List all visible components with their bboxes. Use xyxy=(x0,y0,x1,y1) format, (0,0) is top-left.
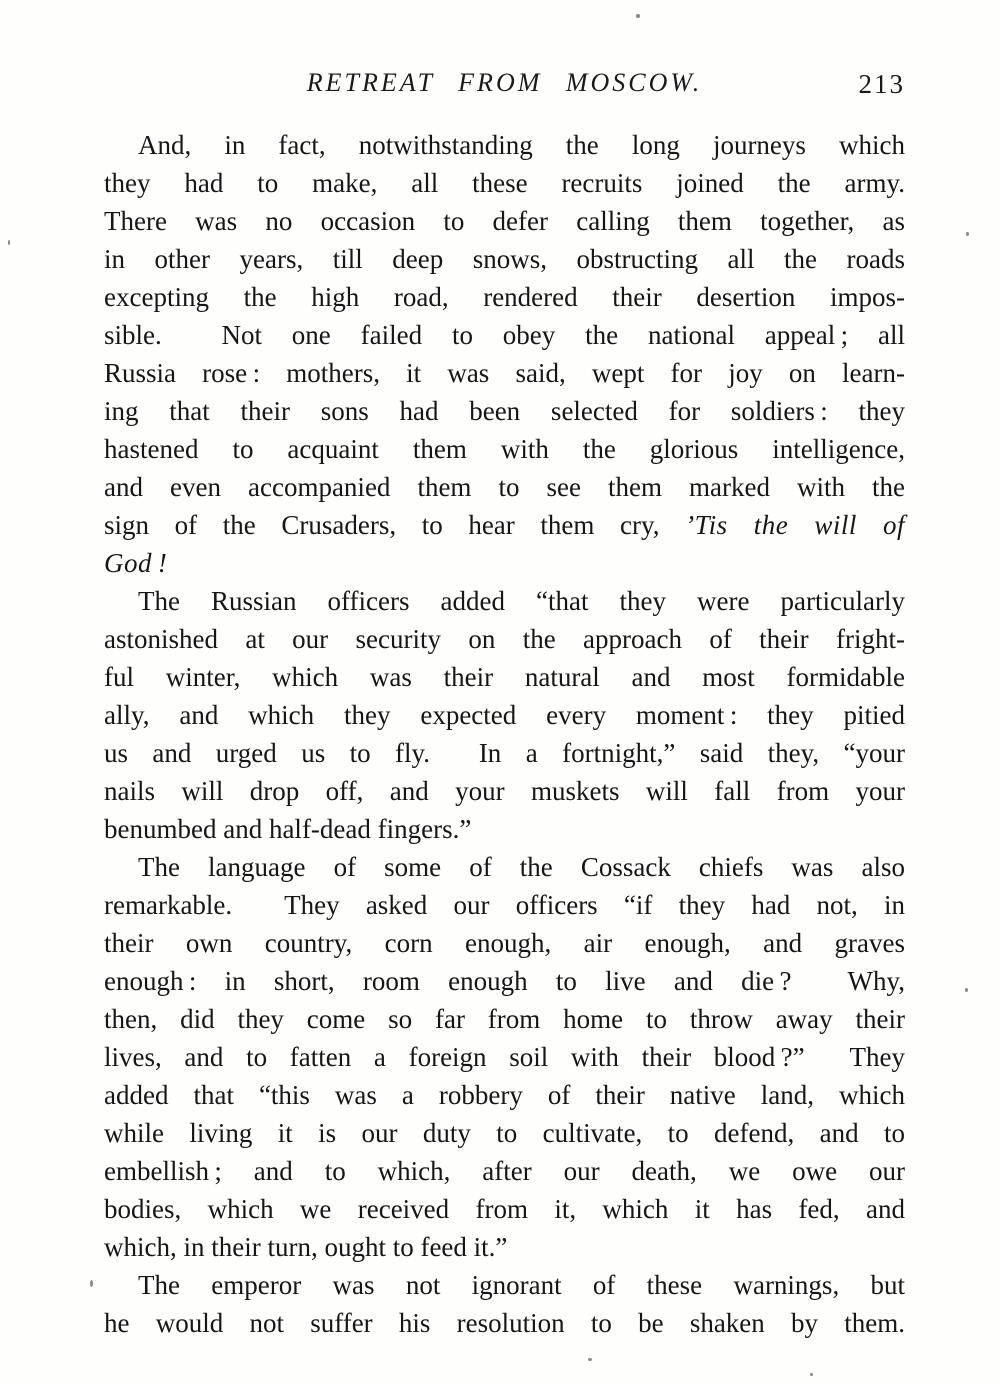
text-line xyxy=(104,544,905,582)
text-line xyxy=(104,506,905,544)
text-line xyxy=(104,468,905,506)
text-line xyxy=(104,1266,905,1304)
text-segment: added that “this was a robbery of their native land, which xyxy=(104,1080,905,1110)
text-segment: and even accompanied them to see them marked with the xyxy=(104,472,905,502)
running-header xyxy=(104,68,905,104)
text-segment: he would not suffer his resolution to be shaken by them. xyxy=(104,1308,905,1338)
text-line xyxy=(104,430,905,468)
text-segment: remarkable. They asked our officers “if they had not, in xyxy=(104,890,905,920)
text-line xyxy=(104,1038,905,1076)
text-segment: which, in their turn, ought to feed it.” xyxy=(104,1232,508,1262)
text-segment: ful winter, which was their natural and most formidable xyxy=(104,662,905,692)
text-segment: sign of the Crusaders, to hear them cry, xyxy=(104,510,686,540)
text-segment: in other years, till deep snows, obstructing all the roads xyxy=(104,244,905,274)
scan-speck xyxy=(588,1358,592,1361)
text-line xyxy=(104,126,905,164)
text-line xyxy=(104,734,905,772)
text-line xyxy=(104,810,905,848)
text-segment: The language of some of the Cossack chiefs was also xyxy=(138,852,905,882)
text-segment: ’Tis the will of xyxy=(685,510,905,540)
text-segment: they had to make, all these recruits joined the army. xyxy=(104,168,905,198)
text-line xyxy=(104,772,905,810)
text-segment: lives, and to fatten a foreign soil with their blood ?” They xyxy=(104,1042,905,1072)
text-segment: embellish ; and to which, after our death, we owe our xyxy=(104,1156,905,1186)
text-segment: The Russian officers added “that they were particularly xyxy=(138,586,905,616)
text-line xyxy=(104,696,905,734)
running-title: RETREAT FROM MOSCOW. xyxy=(306,68,703,97)
text-line xyxy=(104,1000,905,1038)
text-segment: their own country, corn enough, air enough, and graves xyxy=(104,928,905,958)
scan-speck xyxy=(636,14,640,18)
text-segment: benumbed and half-dead fingers.” xyxy=(104,814,472,844)
text-line xyxy=(104,658,905,696)
text-line xyxy=(104,1190,905,1228)
text-line xyxy=(104,1152,905,1190)
text-line xyxy=(104,240,905,278)
text-line xyxy=(104,1304,905,1342)
text-line xyxy=(104,1076,905,1114)
text-segment: bodies, which we received from it, which it has fed, and xyxy=(104,1194,905,1224)
text-line xyxy=(104,202,905,240)
text-segment: Russia rose : mothers, it was said, wept for joy on learn- xyxy=(104,358,905,388)
text-line xyxy=(104,620,905,658)
text-line xyxy=(104,1228,905,1266)
text-line xyxy=(104,924,905,962)
text-segment: sible. Not one failed to obey the national appeal ; all xyxy=(104,320,905,350)
text-line xyxy=(104,316,905,354)
text-segment: us and urged us to fly. In a fortnight,” said they, “your xyxy=(104,738,905,768)
text-block xyxy=(104,126,905,1342)
scan-speck xyxy=(90,1280,93,1287)
scan-speck xyxy=(810,1373,813,1376)
text-line xyxy=(104,582,905,620)
text-segment: And, in fact, notwithstanding the long journeys which xyxy=(138,130,905,160)
text-line xyxy=(104,392,905,430)
text-line xyxy=(104,354,905,392)
text-line xyxy=(104,278,905,316)
text-segment: There was no occasion to defer calling them together, as xyxy=(104,206,905,236)
text-line xyxy=(104,1114,905,1152)
text-segment: The emperor was not ignorant of these warnings, but xyxy=(138,1270,905,1300)
text-segment: enough : in short, room enough to live and die ? Why, xyxy=(104,966,905,996)
text-segment: excepting the high road, rendered their desertion impos- xyxy=(104,282,905,312)
text-segment: hastened to acquaint them with the glorious intelligence, xyxy=(104,434,905,464)
text-segment: astonished at our security on the approach of their fright- xyxy=(104,624,905,654)
page-number: 213 xyxy=(858,69,905,99)
text-segment: then, did they come so far from home to throw away their xyxy=(104,1004,905,1034)
text-line xyxy=(104,886,905,924)
scan-speck xyxy=(965,988,968,992)
text-segment: ing that their sons had been selected for soldiers : they xyxy=(104,396,905,426)
text-line xyxy=(104,962,905,1000)
text-segment: God ! xyxy=(104,548,168,578)
scan-speck xyxy=(966,232,969,236)
text-line xyxy=(104,164,905,202)
text-segment: ally, and which they expected every moment : they pitied xyxy=(104,700,905,730)
text-segment: nails will drop off, and your muskets will fall from your xyxy=(104,776,905,806)
text-line xyxy=(104,848,905,886)
text-segment: while living it is our duty to cultivate, to defend, and to xyxy=(104,1118,905,1148)
scan-speck xyxy=(8,240,10,245)
